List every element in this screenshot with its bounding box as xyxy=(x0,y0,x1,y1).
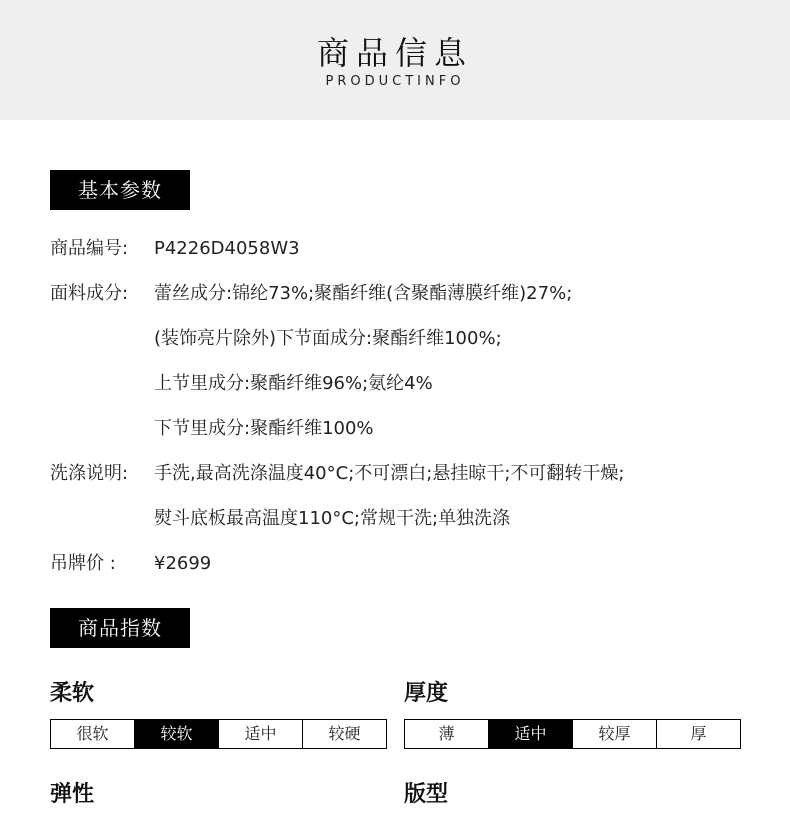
fabric-key: 面料成分: xyxy=(50,283,129,304)
price-value: ¥2699 xyxy=(154,553,212,574)
softness-scale xyxy=(50,719,387,749)
thickness-option: 薄 xyxy=(405,720,489,748)
softness-option: 较软 xyxy=(135,720,219,748)
fabric-row xyxy=(50,283,572,305)
product-code-key: 商品编号: xyxy=(50,238,129,259)
elasticity-title: 弹性 xyxy=(50,782,95,807)
thickness-option: 适中 xyxy=(489,720,573,748)
product-code-row xyxy=(50,238,300,260)
price-row xyxy=(50,553,211,575)
price-key: 吊牌价 : xyxy=(50,553,116,574)
softness-option: 适中 xyxy=(219,720,303,748)
fit-title: 版型 xyxy=(404,782,449,807)
wash-key: 洗涤说明: xyxy=(50,463,129,484)
thickness-scale xyxy=(404,719,741,749)
page-title: 商品信息 xyxy=(316,34,473,72)
wash-line: 熨斗底板最高温度110°C;常规干洗;单独洗涤 xyxy=(154,508,511,529)
fabric-line: 下节里成分:聚酯纤维100% xyxy=(154,418,374,439)
wash-line: 手洗,最高洗涤温度40°C;不可漂白;悬挂晾干;不可翻转干燥; xyxy=(154,463,625,484)
fabric-line: (装饰亮片除外)下节面成分:聚酯纤维100%; xyxy=(154,328,502,349)
fabric-line: 蕾丝成分:锦纶73%;聚酯纤维(含聚酯薄膜纤维)27%; xyxy=(154,283,573,304)
wash-row xyxy=(50,463,624,485)
section-label-basic: 基本参数 xyxy=(50,170,190,210)
section-label-index: 商品指数 xyxy=(50,608,190,648)
thickness-option: 较厚 xyxy=(573,720,657,748)
page-header xyxy=(0,0,790,120)
softness-title: 柔软 xyxy=(50,681,95,706)
thickness-title: 厚度 xyxy=(404,681,449,706)
softness-option: 较硬 xyxy=(328,724,361,743)
page-subtitle: PRODUCTINFO xyxy=(325,74,465,89)
thickness-option: 厚 xyxy=(690,724,707,743)
softness-option: 很软 xyxy=(51,720,135,748)
product-code-value: P4226D4058W3 xyxy=(154,238,300,259)
fabric-line: 上节里成分:聚酯纤维96%;氨纶4% xyxy=(154,373,433,394)
